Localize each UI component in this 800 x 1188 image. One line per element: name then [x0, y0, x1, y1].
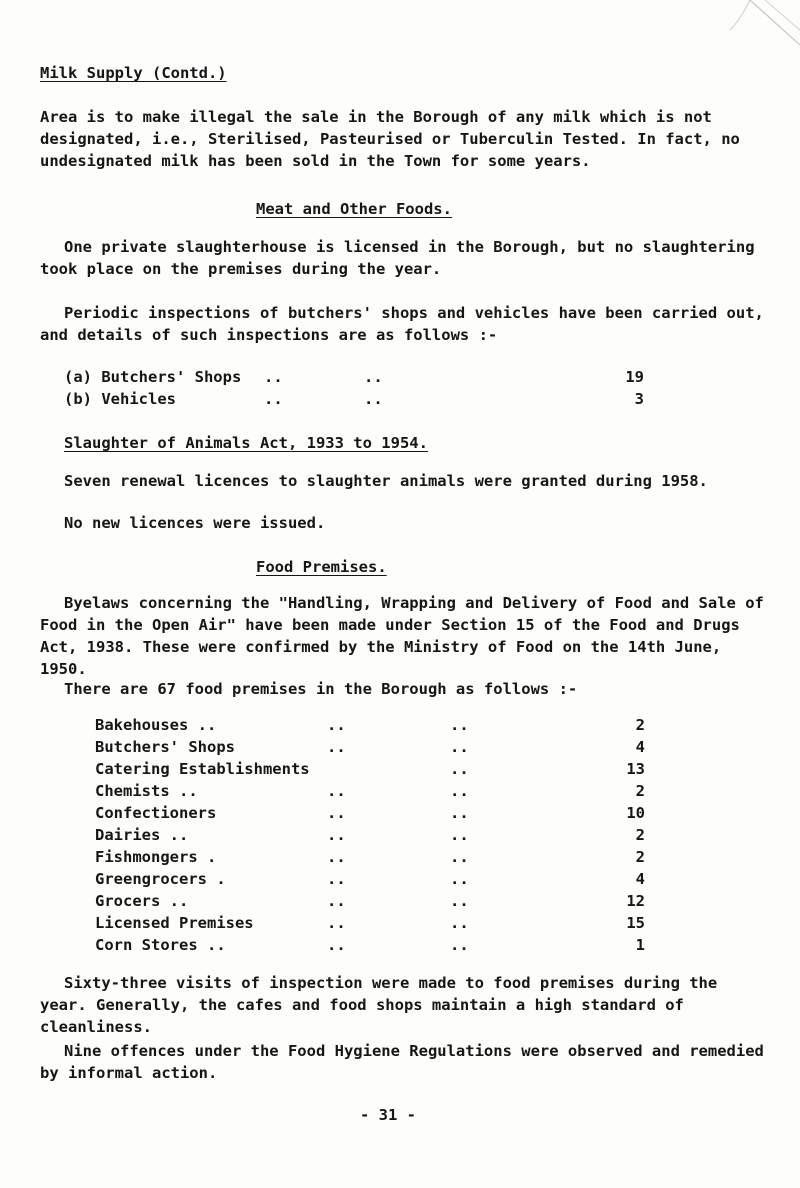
paragraph-renewal-licences: Seven renewal licences to slaughter animals were granted during 1958.	[64, 472, 708, 490]
list-item	[95, 826, 655, 848]
premises-count: 2	[635, 848, 645, 866]
premises-count: 2	[635, 826, 645, 844]
page-number: - 31 -	[360, 1106, 416, 1124]
list-item	[95, 848, 655, 870]
premises-type: Bakehouses ..	[95, 716, 217, 734]
list-item	[95, 870, 655, 892]
paragraph-visits-of-inspection: Sixty-three visits of inspection were made to food premises during the year. Generally, the cafes and food shops maintain a high standard of cleanliness.	[40, 974, 718, 1036]
inspection-count: 3	[634, 390, 644, 408]
premises-count: 12	[626, 892, 645, 910]
leader-dots: ..	[364, 390, 383, 408]
leader-dots: ..	[327, 782, 346, 800]
leader-dots: ..	[327, 738, 346, 756]
section-title-milk-supply: Milk Supply (Contd.)	[40, 64, 227, 82]
premises-count: 15	[626, 914, 645, 932]
leader-dots: ..	[327, 826, 346, 844]
premises-count: 4	[635, 738, 645, 756]
premises-type: Corn Stores ..	[95, 936, 226, 954]
premises-type: Grocers ..	[95, 892, 189, 910]
leader-dots: ..	[327, 914, 346, 932]
inspection-label: (a) Butchers' Shops	[64, 368, 242, 386]
leader-dots: ..	[450, 804, 469, 822]
list-item	[95, 936, 655, 958]
paragraph-slaughterhouse: One private slaughterhouse is licensed in the Borough, but no slaughtering took place on the premises during the year.	[40, 238, 755, 278]
leader-dots: ..	[450, 716, 469, 734]
leader-dots: ..	[450, 826, 469, 844]
premises-type: Catering Establishments	[95, 760, 310, 778]
list-item	[95, 738, 655, 760]
premises-count: 13	[626, 760, 645, 778]
paragraph-new-licences: No new licences were issued.	[64, 514, 326, 532]
paragraph-milk-supply: Area is to make illegal the sale in the Borough of any milk which is not designated, i.e., Sterilised, Pasteurised or Tuberculin Tested. In fact, no undesignated milk has been sold in the Town for some years.	[40, 108, 740, 170]
paragraph-periodic-inspections: Periodic inspections of butchers' shops and vehicles have been carried out, and details of such inspections are as follows :-	[40, 304, 764, 344]
heading-slaughter-of-animals-act: Slaughter of Animals Act, 1933 to 1954.	[64, 434, 428, 452]
list-item	[95, 804, 655, 826]
leader-dots: ..	[450, 782, 469, 800]
list-item	[64, 368, 644, 390]
list-item	[95, 914, 655, 936]
leader-dots: ..	[450, 848, 469, 866]
leader-dots: ..	[327, 870, 346, 888]
leader-dots: ..	[450, 738, 469, 756]
heading-food-premises: Food Premises.	[256, 558, 387, 576]
leader-dots: ..	[327, 848, 346, 866]
inspection-count: 19	[625, 368, 644, 386]
paragraph-premises-intro: There are 67 food premises in the Borough as follows :-	[64, 680, 578, 698]
leader-dots: ..	[327, 892, 346, 910]
premises-count: 2	[635, 782, 645, 800]
premises-type: Butchers' Shops	[95, 738, 235, 756]
leader-dots: ..	[264, 390, 283, 408]
premises-count: 10	[626, 804, 645, 822]
premises-type: Chemists ..	[95, 782, 198, 800]
leader-dots: ..	[264, 368, 283, 386]
premises-count: 1	[635, 936, 645, 954]
list-item	[95, 892, 655, 914]
premises-type: Greengrocers .	[95, 870, 226, 888]
premises-type: Licensed Premises	[95, 914, 254, 932]
paragraph-offences: Nine offences under the Food Hygiene Regulations were observed and remedied by informal action.	[40, 1042, 764, 1082]
page-corner-fold-mark	[710, 0, 800, 70]
leader-dots: ..	[450, 760, 469, 778]
heading-meat-other-foods: Meat and Other Foods.	[256, 200, 452, 218]
leader-dots: ..	[450, 892, 469, 910]
leader-dots: ..	[450, 870, 469, 888]
premises-count: 2	[635, 716, 645, 734]
list-item	[95, 782, 655, 804]
leader-dots: ..	[327, 804, 346, 822]
inspection-label: (b) Vehicles	[64, 390, 176, 408]
list-item	[95, 716, 655, 738]
premises-type: Dairies ..	[95, 826, 189, 844]
list-item	[64, 390, 644, 412]
leader-dots: ..	[450, 936, 469, 954]
premises-type: Fishmongers .	[95, 848, 217, 866]
premises-count: 4	[635, 870, 645, 888]
leader-dots: ..	[450, 914, 469, 932]
leader-dots: ..	[364, 368, 383, 386]
leader-dots: ..	[327, 716, 346, 734]
paragraph-byelaws: Byelaws concerning the "Handling, Wrapping and Delivery of Food and Sale of Food in the Open Air" have been made under Section 15 of the Food and Drugs Act, 1938. These were confirmed by the Ministry of Food on the 14th June, 1950.	[40, 594, 764, 678]
leader-dots: ..	[327, 936, 346, 954]
premises-type: Confectioners	[95, 804, 217, 822]
list-item	[95, 760, 655, 782]
